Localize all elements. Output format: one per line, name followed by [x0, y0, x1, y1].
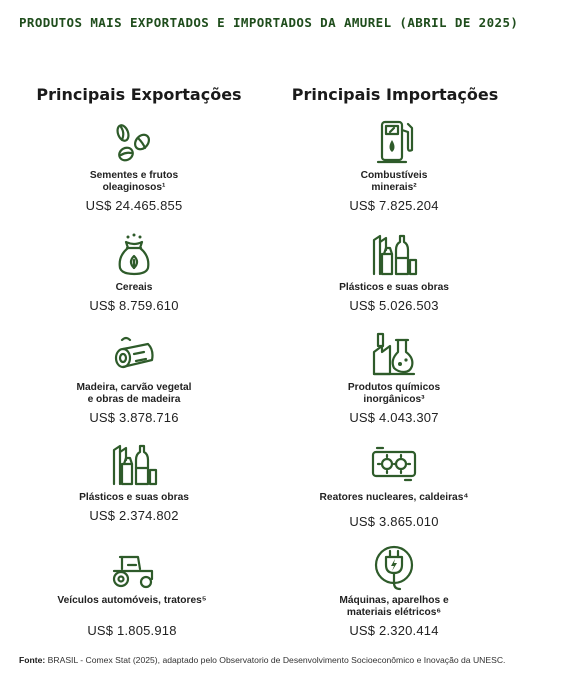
source-note	[19, 655, 559, 666]
export-item-value: US$ 8.759.610	[89, 298, 179, 313]
export-item-value: US$ 3.878.716	[89, 410, 179, 425]
import-item-name: Combustíveis minerais²	[360, 170, 428, 193]
electric-plug-icon	[370, 543, 418, 591]
gears-icon	[370, 440, 418, 488]
grain-sack-icon	[110, 230, 158, 278]
import-item-chemicals	[264, 330, 524, 425]
import-item-value: US$ 7.825.204	[349, 198, 439, 213]
source-text: BRASIL - Comex Stat (2025), adaptado pelo Observatorio de Desenvolvimento Socioeconômico e Inovação da UNESC.	[47, 655, 506, 665]
plastics-icon	[370, 230, 418, 278]
import-item-name: Reatores nucleares, caldeiras⁴	[319, 492, 469, 503]
plastics-icon	[110, 440, 158, 488]
page-title: PRODUTOS MAIS EXPORTADOS E IMPORTADOS DA AMUREL (ABRIL DE 2025)	[19, 15, 519, 30]
tractor-icon	[108, 543, 156, 591]
import-item-name: Produtos químicos inorgânicos³	[347, 382, 441, 405]
fuel-pump-icon	[370, 118, 418, 166]
export-item-name: Madeira, carvão vegetal e obras de madeira	[76, 382, 192, 405]
imports-heading: Principais Importações	[291, 85, 499, 104]
import-item-name: Plásticos e suas obras	[339, 282, 449, 293]
seeds-icon	[110, 118, 158, 166]
import-item-electrical	[264, 543, 524, 638]
chemical-factory-icon	[370, 330, 418, 378]
export-item-cereals	[4, 230, 264, 313]
import-item-value: US$ 2.320.414	[349, 623, 439, 638]
export-item-seeds	[4, 118, 264, 213]
export-item-name: Veículos automóveis, tratores⁵	[57, 595, 207, 606]
import-item-value: US$ 3.865.010	[349, 514, 439, 529]
import-item-value: US$ 5.026.503	[349, 298, 439, 313]
export-item-wood	[4, 330, 264, 425]
wood-log-icon	[110, 330, 158, 378]
export-item-name: Plásticos e suas obras	[79, 492, 189, 503]
import-item-plastics	[264, 230, 524, 313]
exports-heading: Principais Exportações	[36, 85, 242, 104]
export-item-name: Sementes e frutos oleaginosos¹	[89, 170, 179, 193]
import-item-value: US$ 4.043.307	[349, 410, 439, 425]
export-item-name: Cereais	[115, 282, 153, 293]
import-item-name: Máquinas, aparelhos e materiais elétricos⁶	[339, 595, 449, 618]
export-item-plastics	[4, 440, 264, 523]
import-item-fuels	[264, 118, 524, 213]
import-item-reactors	[264, 440, 524, 529]
export-item-value: US$ 1.805.918	[87, 623, 177, 638]
source-label: Fonte:	[19, 655, 46, 665]
export-item-value: US$ 24.465.855	[85, 198, 183, 213]
export-item-value: US$ 2.374.802	[89, 508, 179, 523]
export-item-vehicles	[2, 543, 262, 638]
